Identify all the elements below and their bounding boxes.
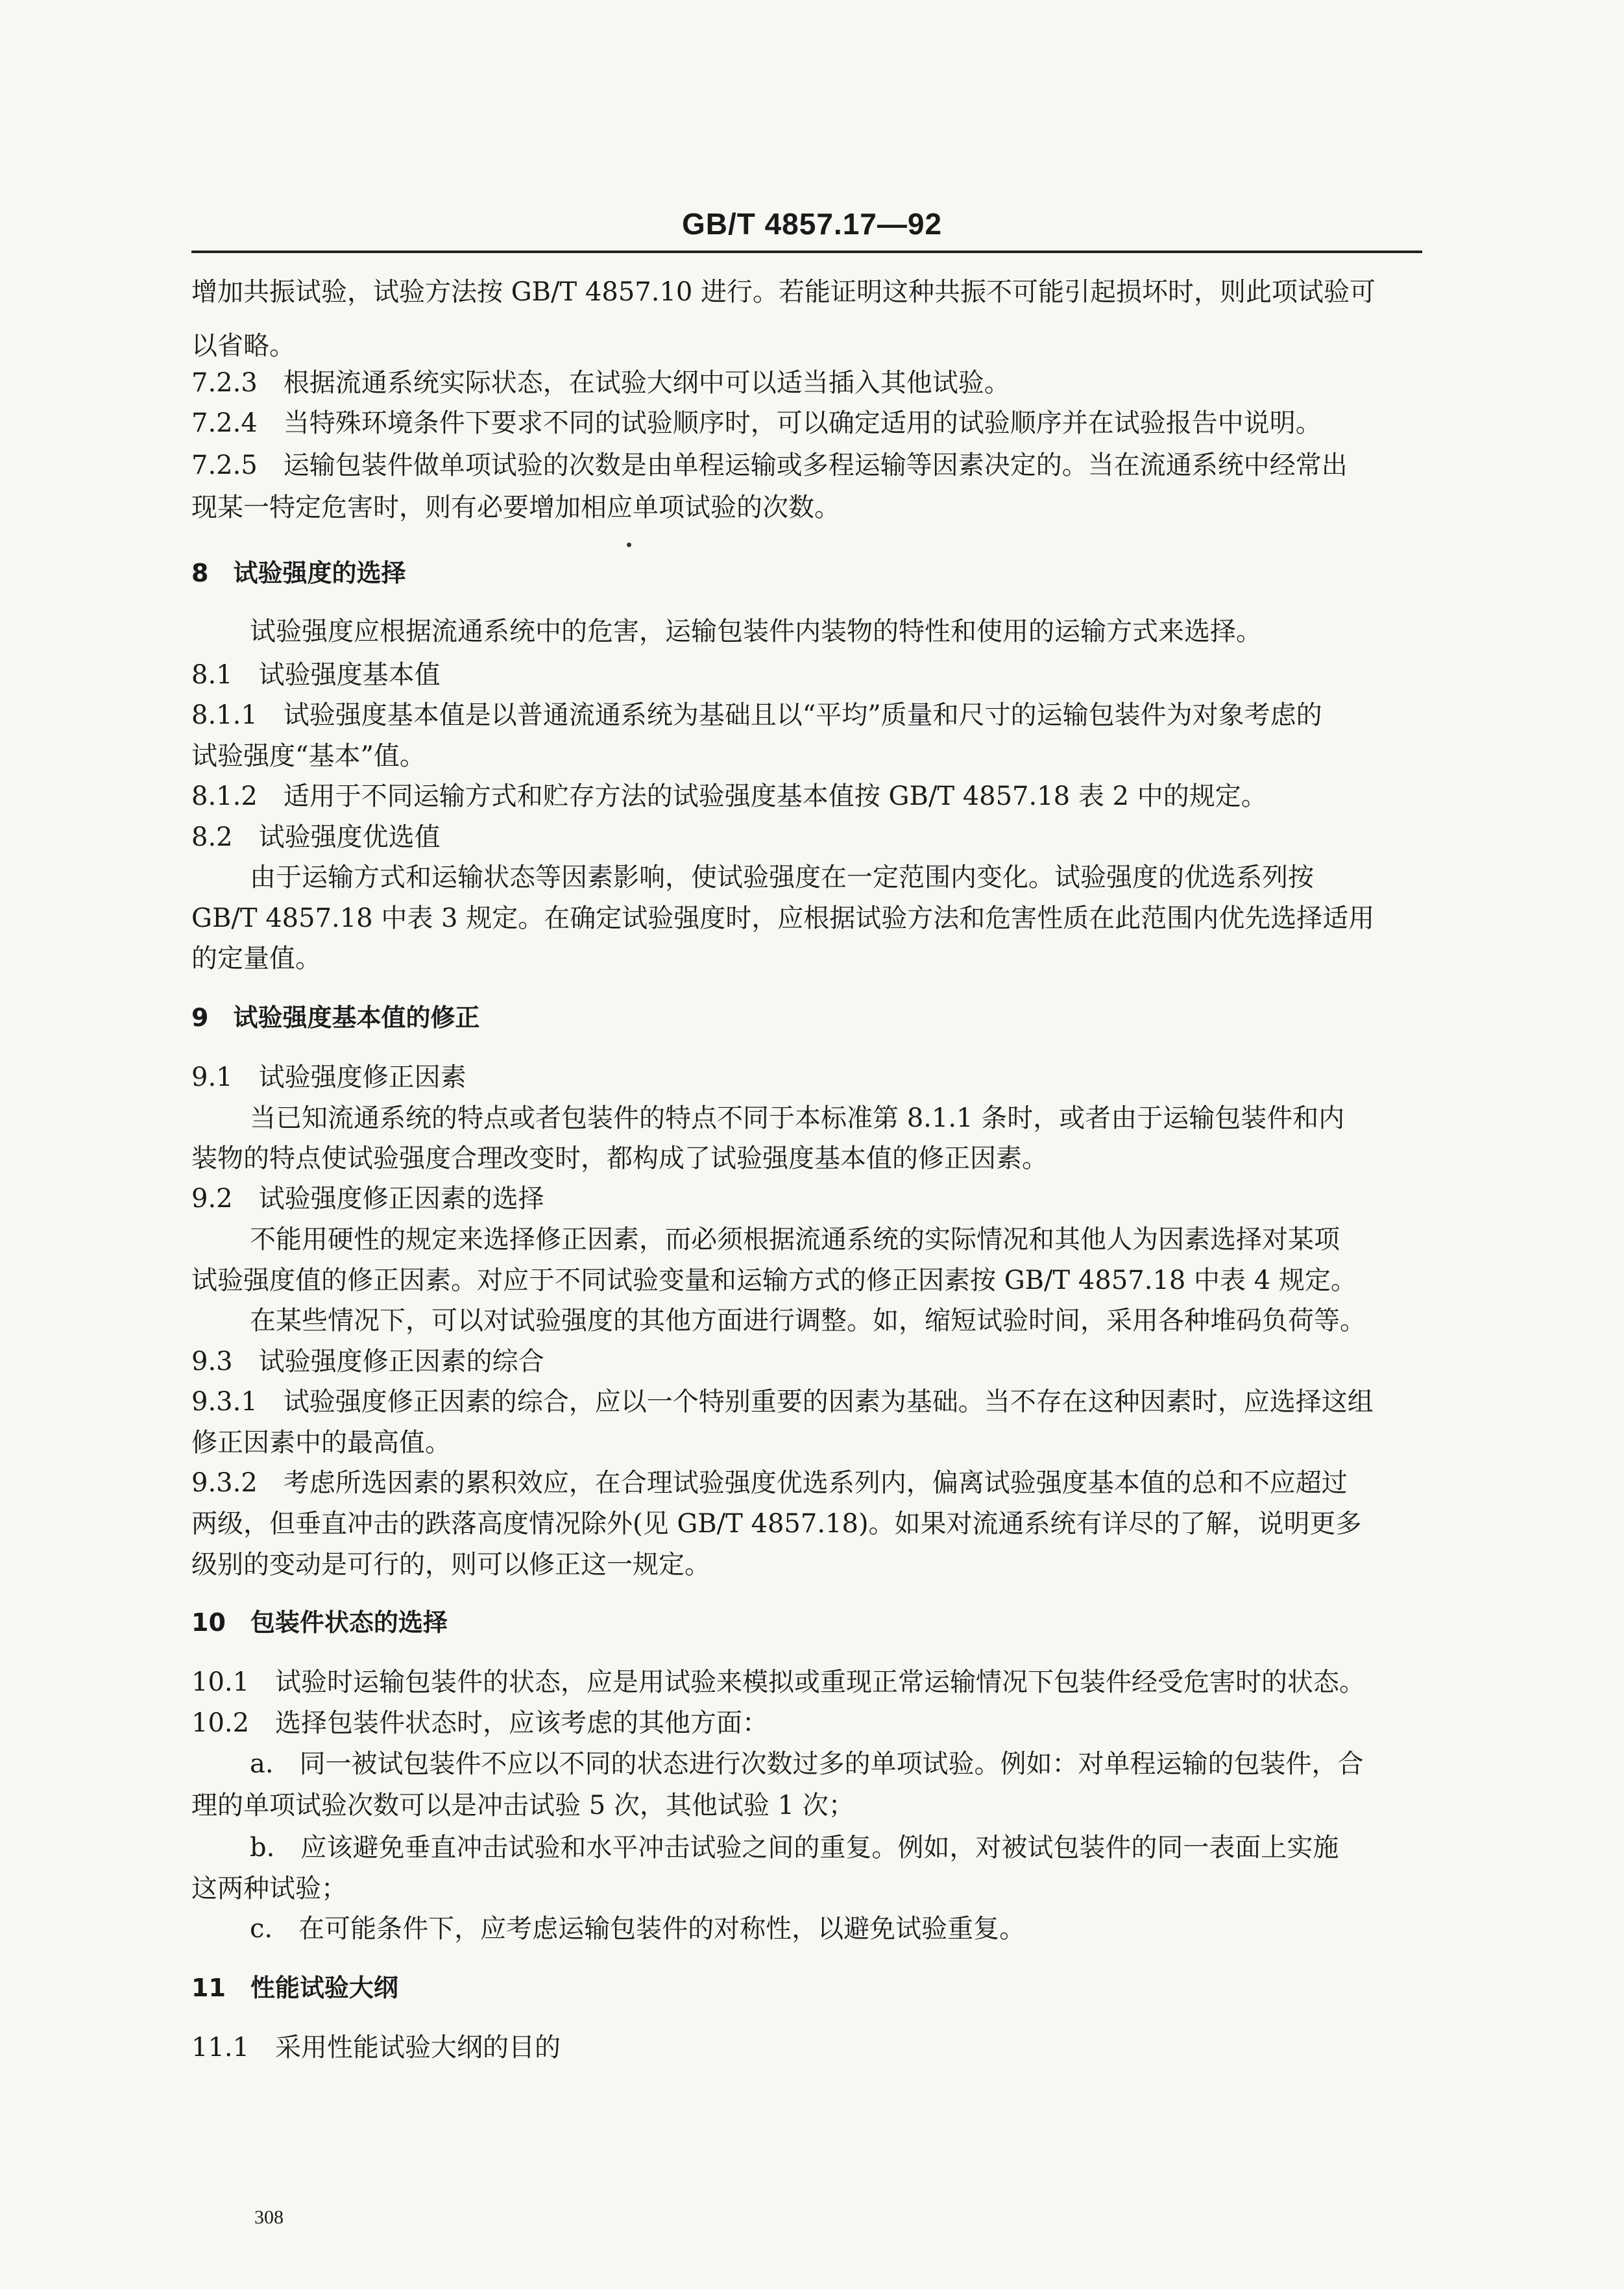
document-header: GB/T 4857.17—92: [681, 207, 943, 241]
text-line: 两级，但垂直冲击的跌落高度情况除外(见 GB/T 4857.18)。如果对流通系统有详尽的了解，说明更多: [191, 1509, 1362, 1539]
section-11-heading: 11 性能试验大纲: [191, 1974, 398, 2002]
text-line: 理的单项试验次数可以是冲击试验 5 次，其他试验 1 次；: [191, 1791, 854, 1820]
section-9-heading: 9 试验强度基本值的修正: [191, 1003, 480, 1032]
list-item-c: c. 在可能条件下，应考虑运输包装件的对称性，以避免试验重复。: [250, 1914, 1026, 1944]
list-item-a: a. 同一被试包装件不应以不同的状态进行次数过多的单项试验。例如：对单程运输的包装件，合: [250, 1749, 1364, 1779]
clause-9-3-1: 9.3.1 试验强度修正因素的综合，应以一个特别重要的因素为基础。当不存在这种因素时，应选择这组: [191, 1387, 1374, 1417]
clause-9-3: 9.3 试验强度修正因素的综合: [191, 1347, 544, 1377]
text-line: 级别的变动是可行的，则可以修正这一规定。: [191, 1550, 710, 1580]
clause-7-2-4: 7.2.4 当特殊环境条件下要求不同的试验顺序时，可以确定适用的试验顺序并在试验报告中说明。: [191, 408, 1322, 438]
page-number: 308: [254, 2207, 284, 2228]
clause-11-1: 11.1 采用性能试验大纲的目的: [191, 2033, 561, 2063]
text-line: 现某一特定危害时，则有必要增加相应单项试验的次数。: [191, 493, 840, 522]
header-rule: [191, 251, 1422, 253]
text-line: 的定量值。: [191, 944, 321, 973]
text-line: 在某些情况下，可以对试验强度的其他方面进行调整。如，缩短试验时间，采用各种堆码负荷等。: [250, 1306, 1366, 1336]
clause-8-1: 8.1 试验强度基本值: [191, 660, 441, 690]
clause-9-1: 9.1 试验强度修正因素: [191, 1062, 467, 1092]
clause-8-1-2: 8.1.2 适用于不同运输方式和贮存方法的试验强度基本值按 GB/T 4857.18 表 2 中的规定。: [191, 781, 1267, 811]
text-line: 这两种试验；: [191, 1874, 347, 1903]
clause-10-1: 10.1 试验时运输包装件的状态，应是用试验来模拟或重现正常运输情况下包装件经受危害时的状态。: [191, 1667, 1366, 1697]
section-10-heading: 10 包装件状态的选择: [191, 1608, 448, 1637]
clause-10-2: 10.2 选择包装件状态时，应该考虑的其他方面：: [191, 1708, 769, 1738]
clause-8-1-1: 8.1.1 试验强度基本值是以普通流通系统为基础且以“平均”质量和尺寸的运输包装件为对象考虑的: [191, 700, 1322, 730]
text-line: 以省略。: [191, 331, 295, 361]
scan-speck: [627, 543, 631, 547]
section-8-heading: 8 试验强度的选择: [191, 559, 406, 587]
text-line: 由于运输方式和运输状态等因素影响，使试验强度在一定范围内变化。试验强度的优选系列按: [250, 863, 1314, 892]
text-line: 试验强度应根据流通系统中的危害，运输包装件内装物的特性和使用的运输方式来选择。: [250, 617, 1262, 646]
clause-9-2: 9.2 试验强度修正因素的选择: [191, 1184, 544, 1214]
text-line: 试验强度值的修正因素。对应于不同试验变量和运输方式的修正因素按 GB/T 4857.18 中表 4 规定。: [191, 1266, 1357, 1295]
clause-7-2-3: 7.2.3 根据流通系统实际状态，在试验大纲中可以适当插入其他试验。: [191, 368, 1010, 398]
text-line: GB/T 4857.18 中表 3 规定。在确定试验强度时，应根据试验方法和危害性质在此范围内优先选择适用: [191, 903, 1375, 933]
text-line: 装物的特点使试验强度合理改变时，都构成了试验强度基本值的修正因素。: [191, 1144, 1048, 1173]
clause-7-2-5: 7.2.5 运输包装件做单项试验的次数是由单程运输或多程运输等因素决定的。当在流通系统中经常出: [191, 450, 1348, 480]
list-item-b: b. 应该避免垂直冲击试验和水平冲击试验之间的重复。例如，对被试包装件的同一表面上实施: [250, 1833, 1339, 1863]
text-line: 增加共振试验，试验方法按 GB/T 4857.10 进行。若能证明这种共振不可能引起损坏时，则此项试验可: [191, 277, 1376, 307]
text-line: 当已知流通系统的特点或者包装件的特点不同于本标准第 8.1.1 条时，或者由于运输包装件和内: [250, 1103, 1345, 1133]
clause-9-3-2: 9.3.2 考虑所选因素的累积效应，在合理试验强度优选系列内，偏离试验强度基本值的总和不应超过: [191, 1468, 1348, 1498]
clause-8-2: 8.2 试验强度优选值: [191, 822, 441, 852]
text-line: 修正因素中的最高值。: [191, 1428, 451, 1458]
text-line: 试验强度“基本”值。: [191, 741, 426, 771]
text-line: 不能用硬性的规定来选择修正因素，而必须根据流通系统的实际情况和其他人为因素选择对某项: [250, 1225, 1340, 1255]
